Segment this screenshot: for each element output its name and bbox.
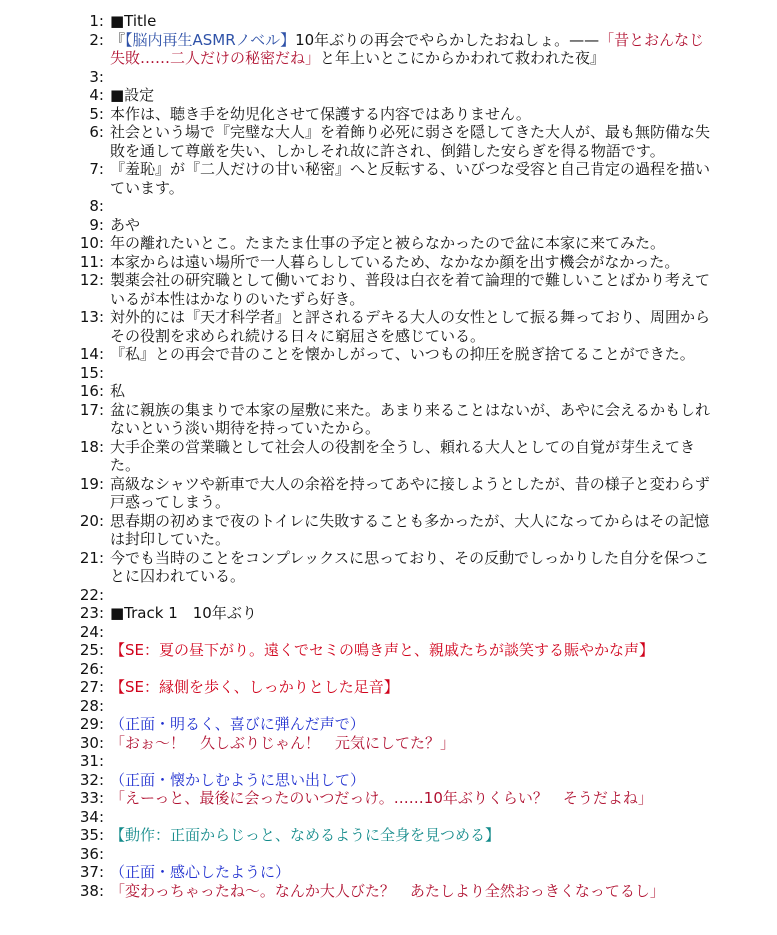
script-line xyxy=(0,826,777,845)
script-line xyxy=(0,808,777,827)
line-number: 33: xyxy=(79,789,104,807)
line-number: 37: xyxy=(79,863,104,881)
script-line xyxy=(0,105,777,124)
text-segment: 社会という場で『完璧な大人』を着飾り必死に弱さを隠してきた大人が、最も無防備な失敗を通して尊厳を失い、しかしそれ故に許され、倒錯した安らぎを得る物語です。 xyxy=(110,123,711,160)
script-line xyxy=(0,863,777,882)
line-text xyxy=(110,697,710,716)
line-text xyxy=(110,271,710,308)
line-text xyxy=(110,105,710,124)
line-text xyxy=(110,234,710,253)
script-line xyxy=(0,715,777,734)
text-segment: 『 xyxy=(110,30,126,49)
line-text xyxy=(110,789,710,808)
line-text xyxy=(110,123,710,160)
line-number: 9: xyxy=(89,215,104,234)
line-text xyxy=(110,863,710,882)
line-number: 28: xyxy=(79,696,104,715)
line-number: 32: xyxy=(79,770,104,789)
text-segment: 盆に親族の集まりで本家の屋敷に来た。あまり来ることはないが、あやに会えるかもしれないという淡い期待を持っていたから。 xyxy=(110,400,711,437)
line-number: 29: xyxy=(79,715,104,733)
text-segment: 年の離れたいとこ。たまたま仕事の予定と被らなかったので盆に本家に来てみた。 xyxy=(110,234,666,252)
line-text xyxy=(110,586,710,605)
text-segment: 思春期の初めまで夜のトイレに失敗することも多かったが、大人になってからはその記憶は封印していた。 xyxy=(110,511,710,548)
script-line xyxy=(0,549,777,586)
line-text xyxy=(110,604,710,623)
script-line xyxy=(0,68,777,87)
line-text xyxy=(110,512,710,549)
script-line xyxy=(0,345,777,364)
line-number: 12: xyxy=(79,271,104,289)
script-line xyxy=(0,641,777,660)
script-line xyxy=(0,697,777,716)
script-line xyxy=(0,271,777,308)
text-segment: 私 xyxy=(110,382,126,400)
line-number: 35: xyxy=(79,826,104,844)
script-line xyxy=(0,845,777,864)
line-number: 17: xyxy=(79,400,104,419)
text-segment: 「変わっちゃったね～。なんか大人びた？ あたしより全然おっきくなってるし」 xyxy=(110,881,665,900)
line-text xyxy=(110,808,710,827)
line-number: 1: xyxy=(89,12,104,30)
script-line xyxy=(0,734,777,753)
text-segment: 『羞恥』が『二人だけの甘い秘密』へと反転する、いびつな受容と自己肯定の過程を描いています。 xyxy=(110,160,711,197)
line-text xyxy=(110,68,710,87)
script-line xyxy=(0,752,777,771)
script-line xyxy=(0,401,777,438)
script-line xyxy=(0,160,777,197)
text-segment: 『私』との再会で昔のことを懐かしがって、いつもの抑圧を脱ぎ捨てることができた。 xyxy=(110,345,695,363)
line-number: 22: xyxy=(79,585,104,604)
text-segment: （正面・明るく、喜びに弾んだ声で） xyxy=(110,715,365,733)
script-line xyxy=(0,882,777,901)
script-line xyxy=(0,660,777,679)
line-text xyxy=(110,216,710,235)
script-line xyxy=(0,586,777,605)
script-line xyxy=(0,382,777,401)
line-number: 4: xyxy=(89,86,104,104)
text-segment: と年上いとこにからかわれて救われた夜』 xyxy=(320,49,606,67)
script-line xyxy=(0,475,777,512)
line-text xyxy=(110,549,710,586)
line-text xyxy=(110,826,710,845)
line-number: 7: xyxy=(89,160,104,178)
script-line xyxy=(0,789,777,808)
line-text xyxy=(110,623,710,642)
text-segment: ■Track 1 10年ぶり xyxy=(110,604,257,622)
line-number: 34: xyxy=(79,807,104,826)
line-text xyxy=(110,660,710,679)
line-number: 18: xyxy=(79,437,104,456)
line-number: 24: xyxy=(79,622,104,641)
line-number: 10: xyxy=(79,234,104,252)
line-text xyxy=(110,678,710,697)
line-number: 27: xyxy=(79,678,104,696)
script-line xyxy=(0,604,777,623)
line-text xyxy=(110,345,710,364)
line-number: 36: xyxy=(79,844,104,863)
line-number: 31: xyxy=(79,752,104,770)
text-segment: 【SE：縁側を歩く、しっかりとした足音】 xyxy=(110,678,399,696)
text-segment: 10年ぶりの再会でやらかしたおねしょ。—— xyxy=(295,30,600,49)
line-text xyxy=(110,197,710,216)
line-number: 19: xyxy=(79,474,104,493)
script-line xyxy=(0,364,777,383)
script-line xyxy=(0,86,777,105)
script-line xyxy=(0,438,777,475)
line-text xyxy=(110,771,710,790)
text-segment: 高級なシャツや新車で大人の余裕を持ってあやに接しようとしたが、昔の様子と変わらず戸惑ってしまう。 xyxy=(110,474,710,511)
text-segment: 【動作：正面からじっと、なめるように全身を見つめる】 xyxy=(110,826,501,844)
text-segment: 大手企業の営業職として社会人の役割を全うし、頼れる大人としての自覚が芽生えてきた。 xyxy=(110,437,696,474)
text-segment: ■設定 xyxy=(110,86,155,104)
line-text xyxy=(110,401,710,438)
text-segment: 今でも当時のことをコンプレックスに思っており、その反動でしっかりした自分を保つことに囚われている。 xyxy=(110,548,710,585)
script-line xyxy=(0,197,777,216)
line-number: 14: xyxy=(79,345,104,363)
line-text xyxy=(110,752,710,771)
line-text xyxy=(110,715,710,734)
line-text xyxy=(110,364,710,383)
line-text xyxy=(110,382,710,401)
text-segment: 【脳内再生ASMRノベル】 xyxy=(125,30,296,49)
line-number: 30: xyxy=(79,733,104,752)
text-segment: 本作は、聴き手を幼児化させて保護する内容ではありません。 xyxy=(110,104,531,123)
text-segment: （正面・感心したように） xyxy=(110,863,291,881)
line-text xyxy=(110,160,710,197)
line-number: 25: xyxy=(79,641,104,659)
line-text xyxy=(110,882,710,901)
script-line xyxy=(0,31,777,68)
script-line xyxy=(0,623,777,642)
line-number: 16: xyxy=(79,382,104,400)
line-number: 8: xyxy=(89,197,104,215)
line-text xyxy=(110,253,710,272)
line-text xyxy=(110,31,710,68)
script-line xyxy=(0,308,777,345)
line-number: 3: xyxy=(89,67,104,86)
text-segment: 対外的には『天才科学者』と評されるデキる大人の女性として振る舞っており、周囲からその役割を求められ続ける日々に窮屈さを感じている。 xyxy=(110,308,711,345)
line-number: 38: xyxy=(79,881,104,900)
script-line xyxy=(0,253,777,272)
script-line xyxy=(0,678,777,697)
line-text xyxy=(110,641,710,660)
text-segment: あや xyxy=(110,215,141,234)
script-line xyxy=(0,123,777,160)
text-segment: 本家からは遠い場所で一人暮らししているため、なかなか顔を出す機会がなかった。 xyxy=(110,252,680,271)
line-number: 21: xyxy=(79,548,104,567)
script-line xyxy=(0,216,777,235)
line-number: 20: xyxy=(79,511,104,530)
text-segment: ■Title xyxy=(110,12,157,30)
script-line xyxy=(0,12,777,31)
line-text xyxy=(110,475,710,512)
script-line xyxy=(0,234,777,253)
text-segment: 「えーっと、最後に会ったのいつだっけ。……10年ぶりくらい？ そうだよね」 xyxy=(110,789,653,807)
text-segment: 製薬会社の研究職として働いており、普段は白衣を着て論理的で難しいことばかり考えているが本性はかなりのいたずら好き。 xyxy=(110,271,711,308)
line-text xyxy=(110,308,710,345)
line-number: 6: xyxy=(89,123,104,141)
line-number: 15: xyxy=(79,363,104,382)
line-number: 26: xyxy=(79,659,104,678)
line-text xyxy=(110,86,710,105)
script-line xyxy=(0,512,777,549)
line-number: 13: xyxy=(79,308,104,326)
text-segment: 「昔とおんなじ失敗……二人だけの秘密だね」 xyxy=(110,30,705,67)
line-text xyxy=(110,845,710,864)
line-text xyxy=(110,12,710,31)
script-line xyxy=(0,771,777,790)
line-text xyxy=(110,734,710,753)
line-text xyxy=(110,438,710,475)
line-number: 5: xyxy=(89,104,104,123)
line-number: 23: xyxy=(79,604,104,622)
text-segment: 【SE：夏の昼下がり。遠くでセミの鳴き声と、親戚たちが談笑する賑やかな声】 xyxy=(110,641,655,659)
text-segment: 「おぉ～！ 久しぶりじゃん！ 元気にしてた？」 xyxy=(110,733,456,752)
text-segment: （正面・懐かしむように思い出して） xyxy=(110,770,366,789)
line-number: 11: xyxy=(79,252,104,271)
line-number: 2: xyxy=(89,30,104,49)
